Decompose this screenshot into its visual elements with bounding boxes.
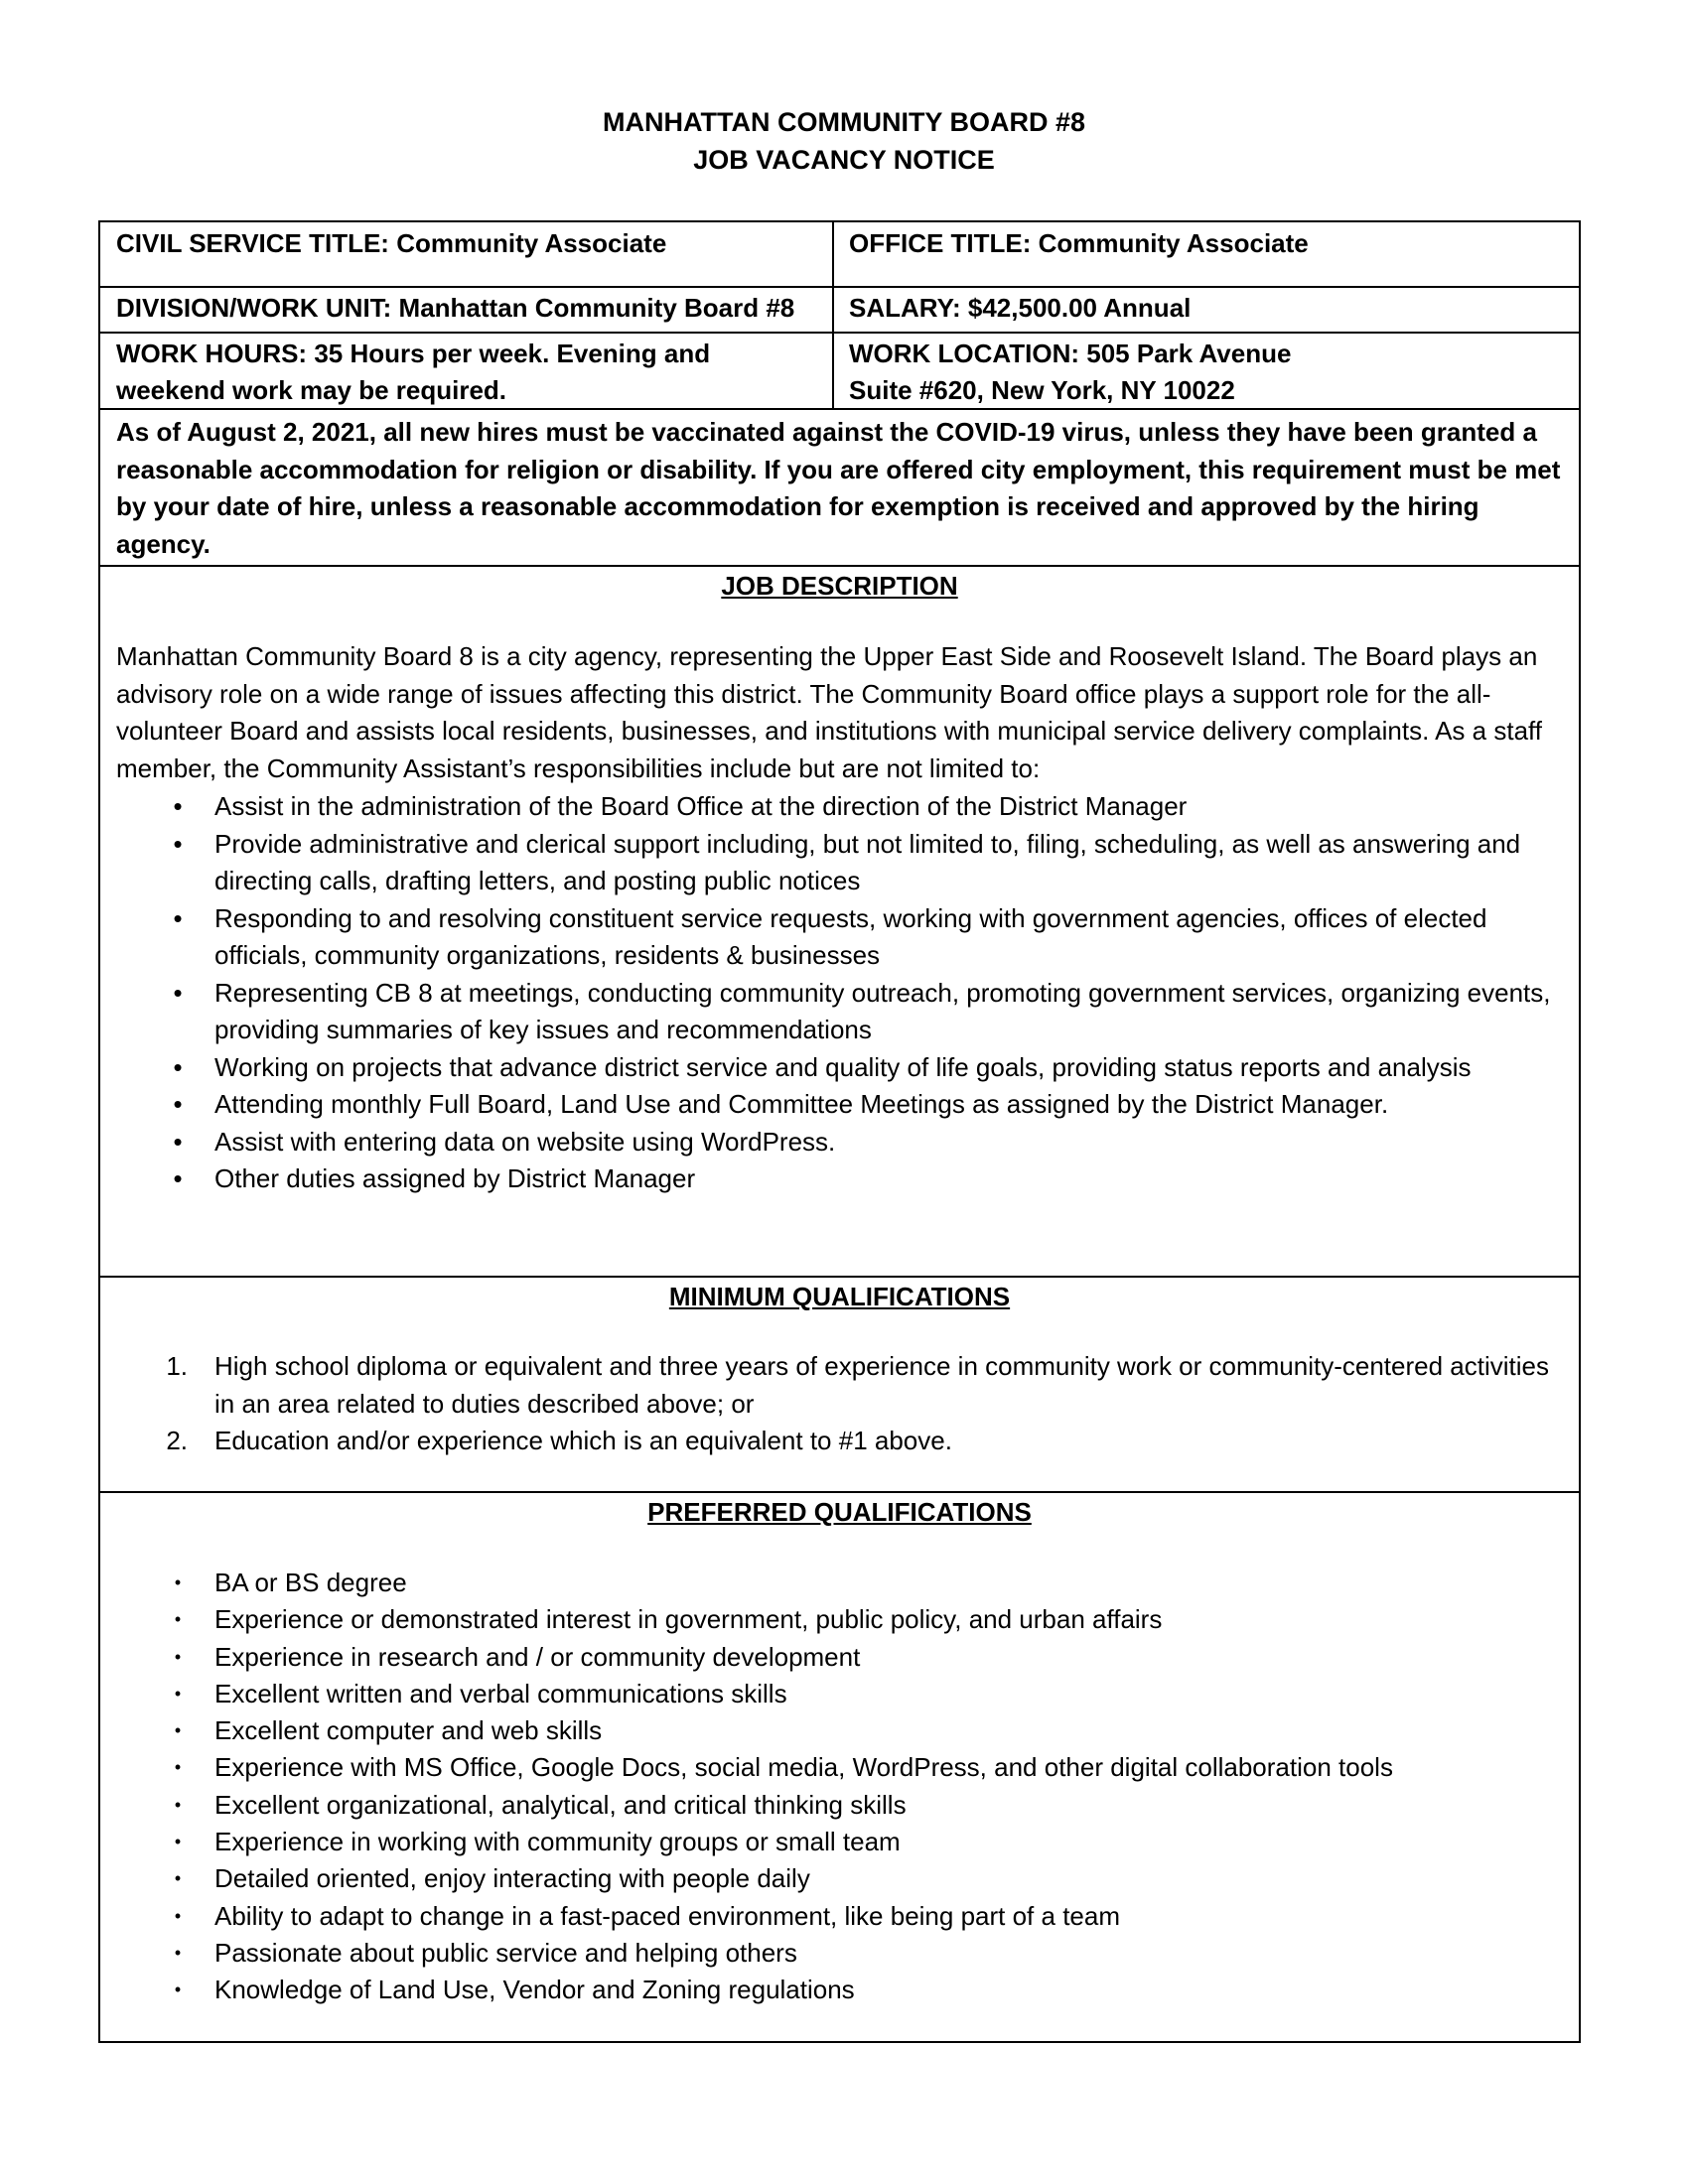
bullet-icon: • <box>174 1905 182 1926</box>
bullet-icon: • <box>173 1126 183 1157</box>
preferred-qualification-text: Ability to adapt to change in a fast-paced environment, like being part of a team <box>214 1900 1120 1931</box>
preferred-qualification-item <box>100 1749 1580 1786</box>
work-hours-line: WORK HOURS: 35 Hours per week. Evening and <box>116 339 711 368</box>
job-description-intro: Manhattan Community Board 8 is a city agency, representing the Upper East Side and Roosevelt Island. The Board plays an advisory role on a wide range of issues affecting this district. The Community Board office plays a support role for the all-volunteer Board and assists local residents, businesses, and institutions with municipal service delivery complaints. As a staff member, the Community Assistant’s responsibilities include but are not limited to: <box>116 641 1543 783</box>
bullet-icon: • <box>174 1868 182 1889</box>
preferred-qualification-item <box>100 1860 1580 1897</box>
preferred-qualification-text: Passionate about public service and helping others <box>214 1937 797 1968</box>
division-work-unit: DIVISION/WORK UNIT: Manhattan Community Board #8 <box>116 293 795 323</box>
board-name-heading: MANHATTAN COMMUNITY BOARD #8 <box>603 107 1085 137</box>
preferred-qualification-item <box>100 1787 1580 1824</box>
notice-header <box>0 103 1688 179</box>
preferred-qualification-item <box>100 1676 1580 1712</box>
minimum-qualification-item <box>100 1423 1580 1460</box>
notice-type-heading: JOB VACANCY NOTICE <box>693 145 995 175</box>
duty-item <box>100 1124 1580 1161</box>
work-location-line: Suite #620, New York, NY 10022 <box>849 375 1235 405</box>
duty-item <box>100 1160 1580 1198</box>
duty-item <box>100 900 1580 975</box>
preferred-qualification-text: Excellent organizational, analytical, and critical thinking skills <box>214 1789 907 1820</box>
preferred-qualifications-title: PREFERRED QUALIFICATIONS <box>647 1497 1032 1527</box>
duty-item <box>100 826 1580 900</box>
vacancy-notice-table <box>98 220 1581 2043</box>
preferred-qualification-item <box>100 1565 1580 1601</box>
bullet-icon: • <box>174 1609 182 1630</box>
duty-text: Other duties assigned by District Manager <box>214 1163 696 1193</box>
bullet-icon: • <box>173 977 183 1008</box>
row-divider <box>100 565 1579 567</box>
preferred-qualification-text: Excellent computer and web skills <box>214 1715 603 1746</box>
bullet-icon: • <box>174 1646 182 1667</box>
preferred-qualification-item <box>100 1639 1580 1676</box>
duty-item <box>100 975 1580 1049</box>
row-divider <box>100 1276 1579 1278</box>
preferred-qualification-text: Excellent written and verbal communications skills <box>214 1678 787 1708</box>
bullet-icon: • <box>173 1089 183 1119</box>
preferred-qualification-text: Experience or demonstrated interest in government, public policy, and urban affairs <box>214 1604 1163 1635</box>
duty-item <box>100 1049 1580 1087</box>
minimum-qualifications-list <box>100 1348 1580 1460</box>
office-title: OFFICE TITLE: Community Associate <box>849 228 1309 258</box>
preferred-qualification-text: Experience in research and / or community development <box>214 1641 861 1672</box>
column-divider <box>832 222 834 408</box>
bullet-icon: • <box>173 1051 183 1082</box>
duty-item <box>100 1086 1580 1124</box>
duty-text: Assist in the administration of the Board Office at the direction of the District Manager <box>214 791 1188 821</box>
duty-text: Assist with entering data on website using WordPress. <box>214 1126 836 1157</box>
bullet-icon: • <box>173 1163 183 1193</box>
minimum-qualification-text: Education and/or experience which is an equivalent to #1 above. <box>214 1426 952 1455</box>
bullet-icon: • <box>174 1979 182 2000</box>
row-divider <box>100 332 1579 334</box>
minimum-qualification-item <box>100 1348 1580 1423</box>
work-location-line: WORK LOCATION: 505 Park Avenue <box>849 339 1292 368</box>
preferred-qualification-item <box>100 1972 1580 2008</box>
preferred-qualification-item <box>100 1601 1580 1638</box>
work-hours-line: weekend work may be required. <box>116 375 507 405</box>
bullet-icon: • <box>173 791 183 821</box>
item-number: 1. <box>166 1351 188 1381</box>
civil-service-title: CIVIL SERVICE TITLE: Community Associate <box>116 228 667 258</box>
preferred-qualification-text: Detailed oriented, enjoy interacting with people daily <box>214 1863 810 1894</box>
bullet-icon: • <box>174 1942 182 1963</box>
duty-text: Provide administrative and clerical support including, but not limited to, filing, scheduling, as well as answering and directing calls, drafting letters, and posting public notices <box>214 828 1521 895</box>
bullet-icon: • <box>174 1757 182 1778</box>
duty-text: Representing CB 8 at meetings, conducting community outreach, promoting government services, organizing events, providing summaries of key issues and recommendations <box>214 977 1551 1044</box>
bullet-icon: • <box>174 1720 182 1741</box>
vaccination-notice: As of August 2, 2021, all new hires must be vaccinated against the COVID-19 virus, unless they have been granted a reasonable accommodation for religion or disability. If you are offered city employment, this requirement must be met by your date of hire, unless a reasonable accommodation for exemption is received and approved by the hiring agency. <box>116 417 1561 559</box>
duty-item <box>100 788 1580 826</box>
row-divider <box>100 286 1579 288</box>
bullet-icon: • <box>174 1832 182 1852</box>
salary: SALARY: $42,500.00 Annual <box>849 293 1192 323</box>
job-description-title: JOB DESCRIPTION <box>721 571 958 601</box>
minimum-qualifications-title: MINIMUM QUALIFICATIONS <box>668 1282 1011 1311</box>
preferred-qualification-item <box>100 1712 1580 1749</box>
preferred-qualification-item <box>100 1935 1580 1972</box>
duty-text: Responding to and resolving constituent service requests, working with government agencies, offices of elected officials, community organizations, residents & businesses <box>214 902 1487 970</box>
preferred-qualification-text: BA or BS degree <box>214 1568 407 1597</box>
item-number: 2. <box>166 1426 188 1455</box>
duty-text: Attending monthly Full Board, Land Use and Committee Meetings as assigned by the District Manager. <box>214 1089 1389 1119</box>
preferred-qualifications-list <box>100 1565 1580 2009</box>
minimum-qualification-text: High school diploma or equivalent and three years of experience in community work or community-centered activities in an area related to duties described above; or <box>214 1351 1549 1419</box>
preferred-qualification-text: Experience with MS Office, Google Docs, social media, WordPress, and other digital collaboration tools <box>214 1752 1393 1783</box>
bullet-icon: • <box>174 1683 182 1704</box>
bullet-icon: • <box>174 1794 182 1815</box>
duty-text: Working on projects that advance district service and quality of life goals, providing status reports and analysis <box>214 1051 1472 1082</box>
bullet-icon: • <box>173 902 183 933</box>
bullet-icon: • <box>174 1572 182 1592</box>
work-location <box>849 336 1291 409</box>
preferred-qualification-text: Experience in working with community groups or small team <box>214 1827 901 1857</box>
preferred-qualification-item <box>100 1824 1580 1860</box>
duties-list <box>100 788 1580 1198</box>
bullet-icon: • <box>173 828 183 859</box>
preferred-qualification-item <box>100 1898 1580 1935</box>
work-hours <box>116 336 710 409</box>
preferred-qualification-text: Knowledge of Land Use, Vendor and Zoning regulations <box>214 1975 855 2005</box>
row-divider <box>100 1491 1579 1493</box>
